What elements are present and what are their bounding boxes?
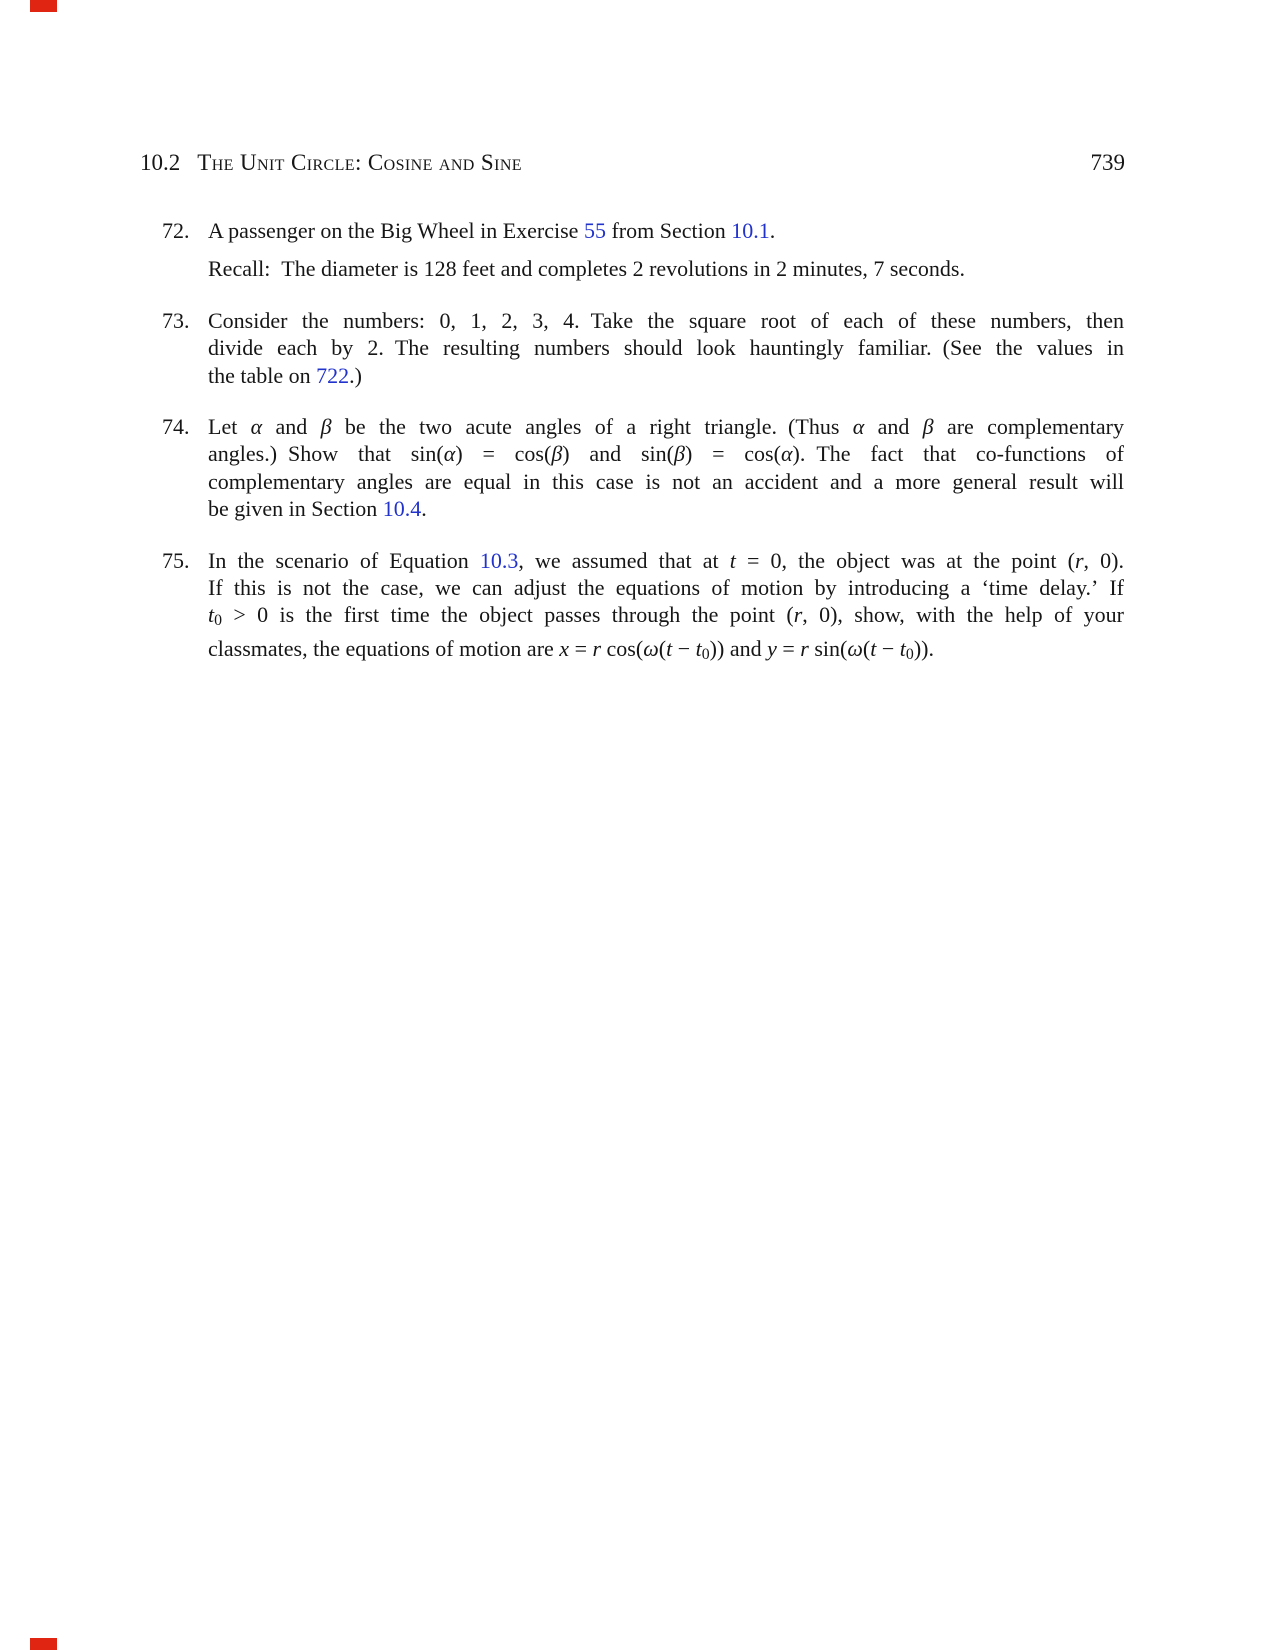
exercise-line xyxy=(208,440,1124,467)
section-title: The Unit Circle: Cosine and Sine xyxy=(197,150,522,175)
text-run: , 0). xyxy=(1083,547,1124,573)
exercise-text xyxy=(208,217,1124,283)
text-run: r xyxy=(1074,547,1084,573)
text-run: and xyxy=(262,414,321,440)
text-run: − xyxy=(876,635,900,661)
text-run: ω xyxy=(643,635,659,661)
text-run: , we assumed that at xyxy=(518,547,730,573)
text-run: α xyxy=(443,441,456,467)
exercise-line xyxy=(208,217,1124,244)
text-run: β xyxy=(320,414,332,440)
text-run: Recall: The diameter is 128 feet and completes 2 revolutions in 2 minutes, 7 seconds. xyxy=(208,256,965,282)
text-run: sin( xyxy=(808,635,848,661)
inline-link[interactable]: 10.1 xyxy=(731,218,770,243)
exercise-number: 72. xyxy=(162,218,190,243)
exercise-line xyxy=(208,547,1124,574)
section-heading xyxy=(140,151,522,175)
exercise-line xyxy=(208,495,1124,522)
text-run: t xyxy=(695,635,702,661)
text-run: ) = cos( xyxy=(684,441,781,467)
inline-link[interactable]: 10.4 xyxy=(382,496,422,522)
text-run: ω xyxy=(847,635,863,661)
text-run: angles.) Show that sin( xyxy=(208,441,444,467)
exercise-number: 74. xyxy=(162,414,190,440)
text-run: ). The fact that co-functions of xyxy=(792,441,1125,467)
text-run: )). xyxy=(913,635,934,661)
exercise-number: 75. xyxy=(162,547,190,573)
exercise-text xyxy=(208,413,1124,523)
text-run: r xyxy=(800,635,809,661)
text-run: t xyxy=(729,547,736,573)
text-run: 0 xyxy=(701,645,710,663)
text-run: ) = cos( xyxy=(455,441,552,467)
text-run: Let xyxy=(208,414,251,440)
exercise-line xyxy=(208,574,1124,601)
text-run: In the scenario of Equation xyxy=(208,547,480,573)
text-run: y xyxy=(767,635,777,661)
text-run: Consider the numbers: 0, 1, 2, 3, 4. Take the square root of each of these numbers, then xyxy=(208,307,1124,333)
exercise-line xyxy=(208,307,1124,334)
text-run: t xyxy=(666,635,673,661)
text-run: t xyxy=(870,635,877,661)
exercise-item-75 xyxy=(162,547,1124,668)
text-run: α xyxy=(780,441,793,467)
exercise-item-74 xyxy=(162,413,1124,523)
text-run: t xyxy=(899,635,906,661)
exercise-line xyxy=(208,334,1124,361)
text-run: x xyxy=(559,635,570,661)
section-number: 10.2 xyxy=(140,150,181,175)
text-run: cos( xyxy=(601,635,644,661)
text-run: divide each by 2. The resulting numbers should look hauntingly familiar. (See the values in xyxy=(208,335,1124,361)
text-run: complementary angles are equal in this case is not an accident and a more general result will xyxy=(208,468,1124,494)
text-run: ) and sin( xyxy=(562,441,674,467)
text-run: be given in Section xyxy=(208,496,383,522)
running-header xyxy=(140,151,1125,175)
text-run: > 0 is the first time the object passes through the point ( xyxy=(222,602,794,628)
inline-link[interactable]: 722 xyxy=(316,362,350,388)
exercise-line xyxy=(208,601,1124,634)
inline-link[interactable]: 55 xyxy=(583,218,606,243)
text-run: β xyxy=(551,441,563,467)
text-run: α xyxy=(852,414,865,440)
text-run: .) xyxy=(349,362,362,388)
exercise-line xyxy=(208,255,1124,282)
text-run: β xyxy=(922,414,934,440)
exercise-list xyxy=(162,217,1124,668)
text-run: be the two acute angles of a right triangle. (Thus xyxy=(331,414,853,440)
text-run: . xyxy=(421,496,427,522)
text-run: r xyxy=(592,635,602,661)
exercise-number: 73. xyxy=(162,307,190,333)
exercise-line xyxy=(208,635,1124,668)
text-run: t xyxy=(208,602,215,628)
text-run: . xyxy=(769,218,776,243)
exercise-line xyxy=(208,413,1124,440)
exercise-line xyxy=(208,468,1124,495)
text-run: )) and xyxy=(709,635,768,661)
exercise-item-72 xyxy=(162,217,1124,283)
text-run: α xyxy=(250,414,263,440)
text-run: = xyxy=(569,635,593,661)
exercise-item-73 xyxy=(162,307,1124,389)
text-run: β xyxy=(673,441,685,467)
exercise-line xyxy=(208,362,1124,389)
text-run: the table on xyxy=(208,362,317,388)
inline-link[interactable]: 10.3 xyxy=(479,547,519,573)
text-run: and xyxy=(864,414,923,440)
page-edge-mark-top xyxy=(30,0,57,12)
text-run: = 0, the object was at the point ( xyxy=(735,547,1075,573)
text-run: , 0), show, with the help of your xyxy=(802,602,1124,628)
text-run: are complementary xyxy=(933,414,1124,440)
page-edge-mark-bottom xyxy=(30,1638,57,1650)
text-run: from Section xyxy=(605,218,732,243)
page-number: 739 xyxy=(1090,150,1125,175)
text-run: classmates, the equations of motion are xyxy=(208,635,560,661)
text-run: 0 xyxy=(214,612,223,630)
text-run: A passenger on the Big Wheel in Exercise xyxy=(208,218,584,243)
text-run: − xyxy=(672,635,696,661)
exercise-text xyxy=(208,307,1124,389)
text-run: ( xyxy=(862,635,871,661)
text-run: 0 xyxy=(905,645,914,663)
text-run: r xyxy=(793,602,803,628)
exercise-text xyxy=(208,547,1124,668)
text-run: ( xyxy=(658,635,667,661)
text-run: = xyxy=(776,635,801,661)
text-run: If this is not the case, we can adjust the equations of motion by introducing a ‘time delay.’ If xyxy=(208,575,1124,601)
